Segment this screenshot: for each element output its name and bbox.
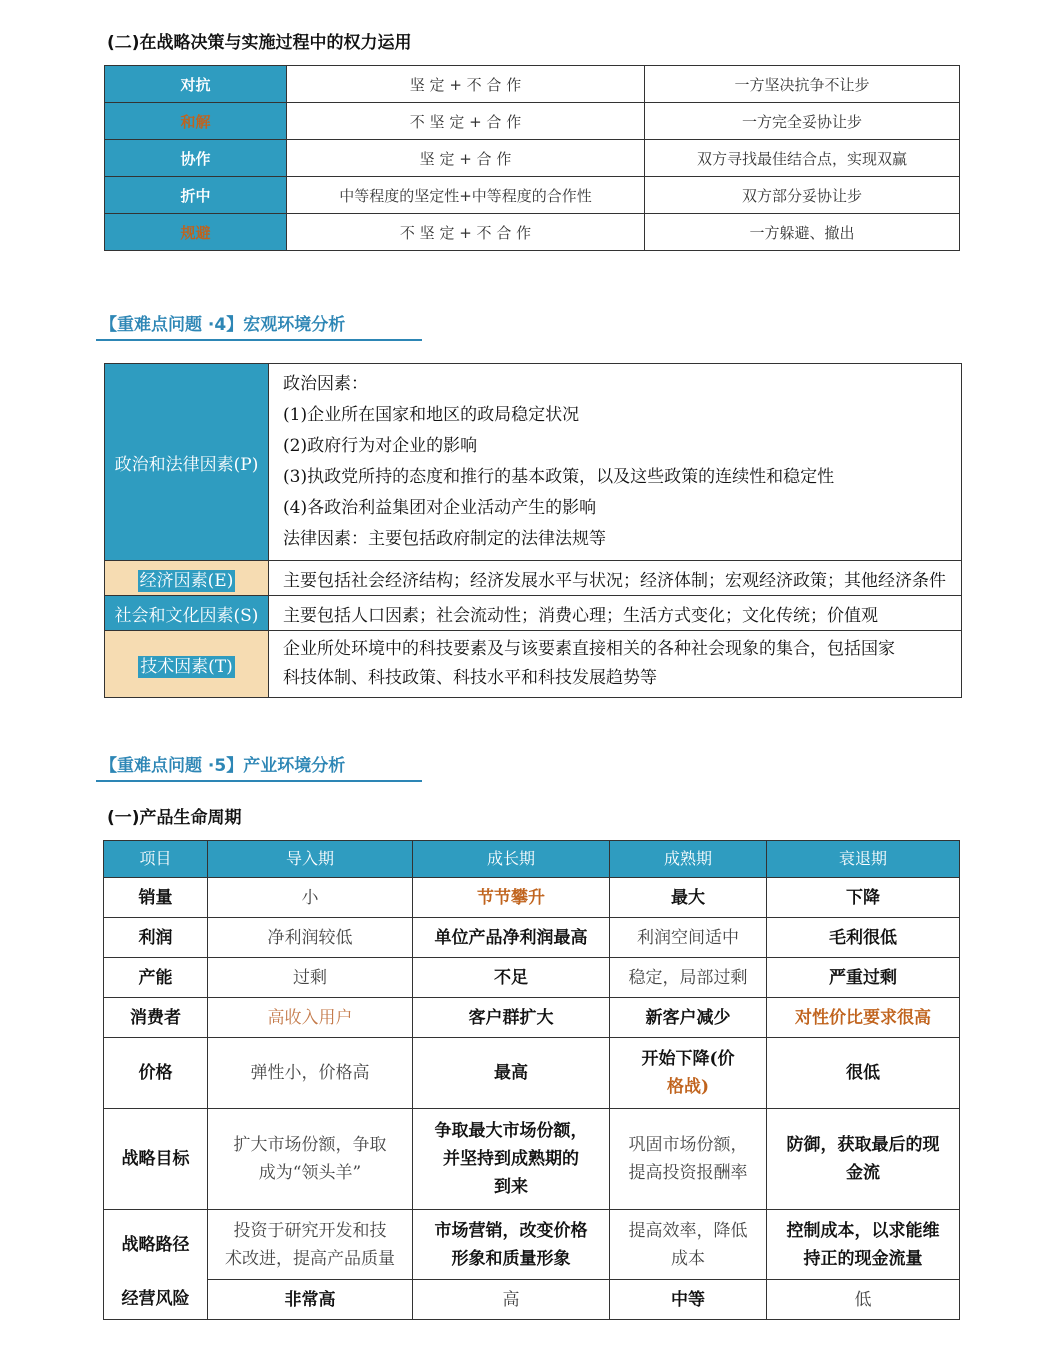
- row-label: 折中: [105, 177, 287, 214]
- pest-table: [104, 363, 962, 698]
- table-cell: 下降: [767, 878, 960, 918]
- table-cell: 客户群扩大: [413, 998, 610, 1038]
- table-cell: [610, 1038, 767, 1109]
- table-cell: 对性价比要求很高: [767, 998, 960, 1038]
- table-row: [104, 1210, 960, 1280]
- row-label: 销量: [104, 878, 208, 918]
- cell-line: 术改进，提高产品质量: [225, 1248, 395, 1269]
- cell-line: 巩固市场份额，: [628, 1135, 748, 1155]
- section3-subtitle: (一)产品生命周期: [107, 808, 242, 828]
- social-content: 主要包括人口因素；社会流动性；消费心理；生活方式变化；文化传统；价值观: [269, 596, 962, 631]
- tech-content: [269, 631, 962, 698]
- tech-line: 科技体制、科技政策、科技水平和科技发展趋势等: [283, 668, 657, 688]
- table-cell: 利润空间适中: [610, 918, 767, 958]
- economic-label: 经济因素(E): [139, 570, 234, 591]
- table-cell: 新客户减少: [610, 998, 767, 1038]
- cell-line: 形象和质量形象: [451, 1248, 571, 1269]
- political-content: [269, 364, 962, 561]
- desc-cell: 一方躲避、撤出: [645, 214, 960, 251]
- table-row: [105, 140, 960, 177]
- economic-content: 主要包括社会经济结构；经济发展水平与状况；经济体制；宏观经济政策；其他经济条件: [269, 561, 962, 596]
- table-cell: 小: [208, 878, 413, 918]
- table-cell: 净利润较低: [208, 918, 413, 958]
- cell-line: 防御，获取最后的现: [786, 1135, 940, 1155]
- table-cell: 稳定，局部过剩: [610, 958, 767, 998]
- table-cell: [413, 1210, 610, 1280]
- cell-line: 争取最大市场份额，: [434, 1121, 588, 1141]
- economic-label-cell: [105, 561, 269, 596]
- table-cell: [610, 1210, 767, 1280]
- table-cell: 毛利很低: [767, 918, 960, 958]
- table-cell: 最高: [413, 1038, 610, 1109]
- mode-cell: 中等程度的坚定性+中等程度的合作性: [287, 177, 645, 214]
- table-row: [105, 177, 960, 214]
- table-cell: 非常高: [208, 1280, 413, 1320]
- cell-line: 格战): [666, 1077, 710, 1097]
- table-cell: 最大: [610, 878, 767, 918]
- cell-line: 成本: [671, 1248, 705, 1269]
- table-cell: 高收入用户: [208, 998, 413, 1038]
- tech-label: 技术因素(T): [140, 656, 233, 677]
- cell-line: 金流: [846, 1163, 880, 1183]
- header-cell: 衰退期: [767, 841, 960, 878]
- mode-cell: 不 坚 定 + 合 作: [287, 103, 645, 140]
- table-cell: [413, 1109, 610, 1210]
- header-cell: 项目: [104, 841, 208, 878]
- political-line: (4)各政治利益集团对企业活动产生的影响: [283, 498, 597, 518]
- table-row: [104, 958, 960, 998]
- table-cell: 高: [413, 1280, 610, 1320]
- desc-cell: 双方部分妥协让步: [645, 177, 960, 214]
- social-label: 社会和文化因素(S): [105, 596, 269, 631]
- section2-title: 【重难点问题 ·4】宏观环境分析: [96, 310, 422, 341]
- table-cell: [610, 1109, 767, 1210]
- desc-cell: 一方完全妥协让步: [645, 103, 960, 140]
- cell-line: 提高效率，降低: [628, 1220, 748, 1241]
- table-cell: 不足: [413, 958, 610, 998]
- table-cell: 节节攀升: [413, 878, 610, 918]
- section1-subtitle: (二)在战略决策与实施过程中的权力运用: [107, 33, 412, 53]
- row-label: 价格: [104, 1038, 208, 1109]
- table-row: [104, 1280, 960, 1320]
- table-row: [104, 1038, 960, 1109]
- cell-line: 开始下降(价: [641, 1049, 735, 1069]
- table-row: [105, 103, 960, 140]
- row-label: 消费者: [104, 998, 208, 1038]
- table-cell: [767, 1210, 960, 1280]
- cell-line: 投资于研究开发和技: [233, 1220, 387, 1241]
- tech-label-cell: [105, 631, 269, 698]
- table-cell: [208, 1210, 413, 1280]
- table-row: [104, 918, 960, 958]
- table-cell: 弹性小，价格高: [208, 1038, 413, 1109]
- table-row: [105, 561, 962, 596]
- cell-line: 扩大市场份额，争取: [233, 1135, 387, 1155]
- mode-cell: 不 坚 定 + 不 合 作: [287, 214, 645, 251]
- table-cell: 中等: [610, 1280, 767, 1320]
- table-row: [104, 1109, 960, 1210]
- table-row: [105, 364, 962, 561]
- table-cell: 低: [767, 1280, 960, 1320]
- table-row: [105, 596, 962, 631]
- cell-line: 市场营销，改变价格: [434, 1220, 588, 1241]
- table-row: [104, 998, 960, 1038]
- row-label: 战略目标: [104, 1109, 208, 1210]
- cell-line: 到来: [494, 1177, 528, 1197]
- political-label: 政治和法律因素(P): [105, 364, 269, 561]
- political-line: (3)执政党所持的态度和推行的基本政策，以及这些政策的连续性和稳定性: [283, 467, 835, 487]
- table-cell: 严重过剩: [767, 958, 960, 998]
- header-cell: 导入期: [208, 841, 413, 878]
- header-cell: 成熟期: [610, 841, 767, 878]
- tech-line: 企业所处环境中的科技要素及与该要素直接相关的各种社会现象的集合，包括国家: [283, 639, 895, 659]
- header-cell: 成长期: [413, 841, 610, 878]
- mode-cell: 坚 定 + 不 合 作: [287, 66, 645, 103]
- cell-line: 持正的现金流量: [803, 1248, 923, 1269]
- row-label: 利润: [104, 918, 208, 958]
- political-line: (2)政府行为对企业的影响: [283, 436, 478, 456]
- table-cell: 过剩: [208, 958, 413, 998]
- row-label: 和解: [105, 103, 287, 140]
- row-label: 规避: [105, 214, 287, 251]
- table-header-row: [104, 841, 960, 878]
- political-line: (1)企业所在国家和地区的政局稳定状况: [283, 405, 580, 425]
- table-cell: [208, 1109, 413, 1210]
- cell-line: 成为“领头羊”: [258, 1163, 362, 1183]
- table-cell: [767, 1109, 960, 1210]
- lifecycle-table: [103, 840, 960, 1320]
- table-row: [105, 66, 960, 103]
- cell-line: 控制成本，以求能维: [786, 1220, 940, 1241]
- table-row: [105, 214, 960, 251]
- section3-title: 【重难点问题 ·5】产业环境分析: [96, 751, 422, 782]
- cell-line: 提高投资报酬率: [628, 1163, 748, 1183]
- row-label: 协作: [105, 140, 287, 177]
- table-cell: 很低: [767, 1038, 960, 1109]
- cell-line: 并坚持到成熟期的: [443, 1149, 579, 1169]
- table-cell: 单位产品净利润最高: [413, 918, 610, 958]
- table-row: [105, 631, 962, 698]
- row-label: 产能: [104, 958, 208, 998]
- political-line: 政治因素：: [283, 374, 368, 394]
- power-use-table: [104, 65, 960, 251]
- mode-cell: 坚 定 + 合 作: [287, 140, 645, 177]
- row-label: 经营风险: [104, 1280, 208, 1320]
- row-label: 战略路径: [104, 1210, 208, 1280]
- desc-cell: 一方坚决抗争不让步: [645, 66, 960, 103]
- desc-cell: 双方寻找最佳结合点，实现双赢: [645, 140, 960, 177]
- row-label: 对抗: [105, 66, 287, 103]
- political-line: 法律因素：主要包括政府制定的法律法规等: [283, 529, 606, 549]
- table-row: [104, 878, 960, 918]
